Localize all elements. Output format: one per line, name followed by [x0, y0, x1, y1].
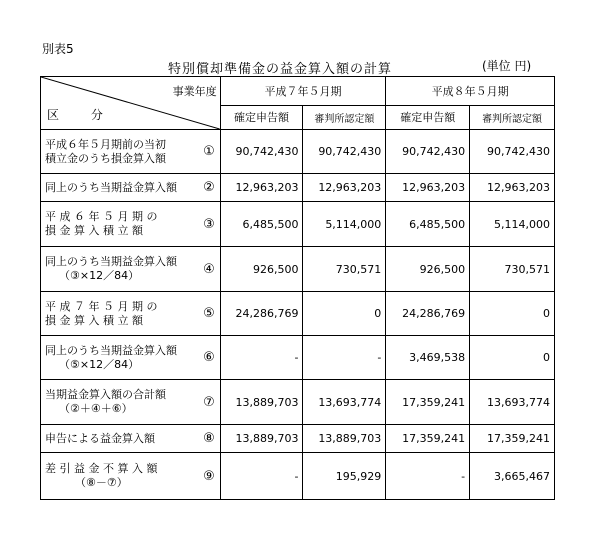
cell-p1-filed: 13,889,703 — [220, 425, 303, 453]
table-row — [41, 130, 555, 174]
row-number: ⑨ — [198, 453, 220, 500]
cell-p2-tribunal: 3,665,467 — [470, 453, 555, 500]
cell-p2-tribunal: 90,742,430 — [470, 130, 555, 174]
cell-p2-filed: 12,963,203 — [386, 174, 470, 202]
cell-p1-tribunal: - — [303, 336, 386, 380]
cell-p1-tribunal: 13,889,703 — [303, 425, 386, 453]
cell-p2-filed: - — [386, 453, 470, 500]
row-label: 平 成 ７ 年 ５ 月 期 の 損 金 算 入 積 立 額 — [41, 292, 199, 336]
cell-p1-filed: 90,742,430 — [220, 130, 303, 174]
row-label: 申告による益金算入額 — [41, 425, 199, 453]
cell-p1-tribunal: 730,571 — [303, 247, 386, 292]
row-number: ① — [198, 130, 220, 174]
cell-p1-tribunal: 90,742,430 — [303, 130, 386, 174]
table-row — [41, 174, 555, 202]
period2-filed-header: 確定申告額 — [386, 105, 470, 129]
row-number: ⑦ — [198, 380, 220, 425]
cell-p1-tribunal: 5,114,000 — [303, 202, 386, 247]
cell-p2-filed: 17,359,241 — [386, 425, 470, 453]
cell-p2-tribunal: 5,114,000 — [470, 202, 555, 247]
cell-p2-filed: 6,485,500 — [386, 202, 470, 247]
cell-p2-filed: 926,500 — [386, 247, 470, 292]
period1-header: 平成７年５月期 — [220, 77, 386, 106]
row-label: 平 成 ６ 年 ５ 月 期 の 損 金 算 入 積 立 額 — [41, 202, 199, 247]
row-number: ⑤ — [198, 292, 220, 336]
row-number: ② — [198, 174, 220, 202]
row-label: 平成６年５月期前の当初 積立金のうち損金算入額 — [41, 130, 199, 174]
cell-p1-filed: 13,889,703 — [220, 380, 303, 425]
table-row — [41, 425, 555, 453]
table-row — [41, 247, 555, 292]
cell-p2-filed: 24,286,769 — [386, 292, 470, 336]
header-corner-cell — [41, 77, 221, 130]
unit-label: (単位 円) — [482, 59, 532, 73]
row-number: ③ — [198, 202, 220, 247]
row-label: 同上のうち当期益金算入額 — [41, 174, 199, 202]
appendix-label: 別表5 — [42, 42, 74, 56]
row-label: 差 引 益 金 不 算 入 額 （⑧－⑦） — [41, 453, 199, 500]
cell-p1-filed: 24,286,769 — [220, 292, 303, 336]
row-number: ④ — [198, 247, 220, 292]
cell-p2-tribunal: 17,359,241 — [470, 425, 555, 453]
cell-p2-filed: 17,359,241 — [386, 380, 470, 425]
cell-p1-filed: - — [220, 453, 303, 500]
category-label: 区 分 — [47, 108, 117, 122]
cell-p2-filed: 3,469,538 — [386, 336, 470, 380]
table-row — [41, 202, 555, 247]
row-label: 同上のうち当期益金算入額 （③×12／84） — [41, 247, 199, 292]
cell-p2-tribunal: 730,571 — [470, 247, 555, 292]
cell-p2-tribunal: 0 — [470, 292, 555, 336]
cell-p1-tribunal: 195,929 — [303, 453, 386, 500]
table-title: 特別償却準備金の益金算入額の計算 — [168, 62, 393, 77]
cell-p2-tribunal: 12,963,203 — [470, 174, 555, 202]
table-row — [41, 380, 555, 425]
calculation-table — [40, 76, 555, 500]
row-label: 当期益金算入額の合計額 （②＋④＋⑥） — [41, 380, 199, 425]
cell-p1-filed: 6,485,500 — [220, 202, 303, 247]
cell-p1-tribunal: 13,693,774 — [303, 380, 386, 425]
row-number: ⑥ — [198, 336, 220, 380]
table-row — [41, 336, 555, 380]
table-row — [41, 453, 555, 500]
cell-p2-filed: 90,742,430 — [386, 130, 470, 174]
period1-filed-header: 確定申告額 — [220, 105, 303, 129]
cell-p1-tribunal: 0 — [303, 292, 386, 336]
cell-p1-filed: 12,963,203 — [220, 174, 303, 202]
business-year-label: 事業年度 — [172, 85, 217, 98]
cell-p1-tribunal: 12,963,203 — [303, 174, 386, 202]
period1-tribunal-header: 審判所認定額 — [303, 105, 386, 129]
cell-p2-tribunal: 13,693,774 — [470, 380, 555, 425]
cell-p1-filed: 926,500 — [220, 247, 303, 292]
row-number: ⑧ — [198, 425, 220, 453]
cell-p1-filed: - — [220, 336, 303, 380]
cell-p2-tribunal: 0 — [470, 336, 555, 380]
period2-tribunal-header: 審判所認定額 — [470, 105, 555, 129]
period2-header: 平成８年５月期 — [386, 77, 555, 106]
row-label: 同上のうち当期益金算入額 （⑤×12／84） — [41, 336, 199, 380]
table-row — [41, 292, 555, 336]
